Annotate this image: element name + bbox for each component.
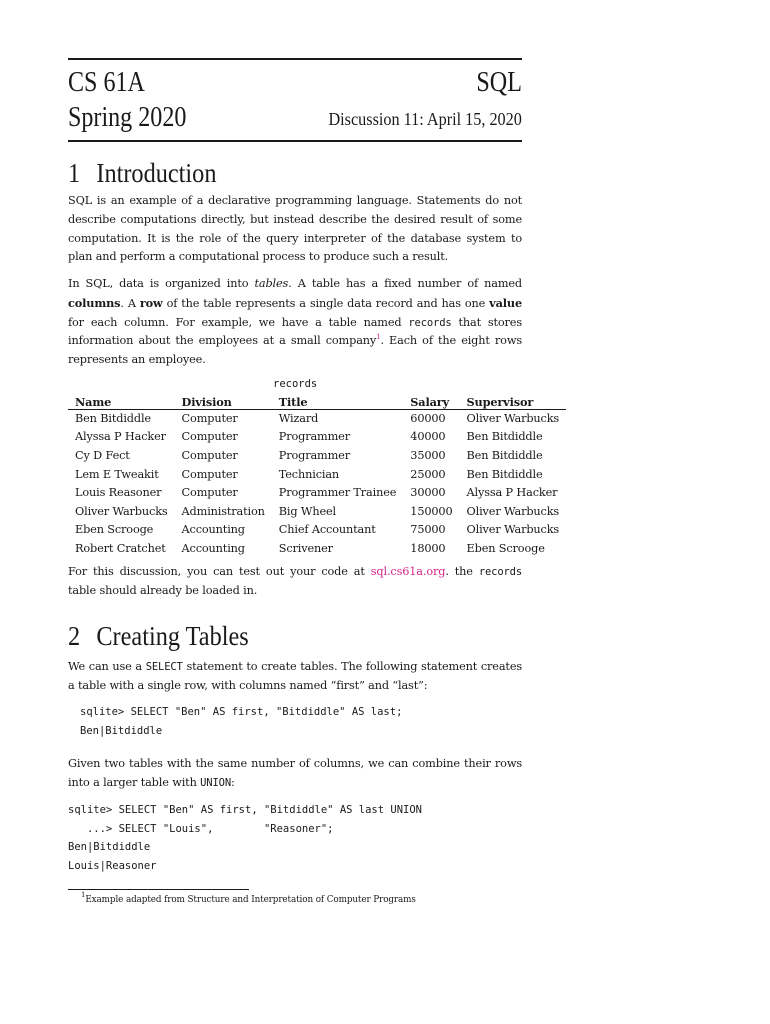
table-caption: records — [273, 378, 318, 390]
select-paragraph — [68, 658, 522, 696]
table-cell: Computer — [181, 467, 238, 481]
column-header: Salary — [403, 391, 459, 409]
code-records: records — [408, 316, 452, 329]
table-cell: 150000 — [410, 504, 453, 518]
table-cell: Computer — [181, 448, 238, 462]
section-number: 2 — [68, 621, 81, 651]
text-run: We can use a — [68, 660, 146, 673]
text-run: . the — [445, 565, 479, 578]
table-cell: Ben Bitdiddle — [466, 448, 543, 462]
table-cell: Programmer — [278, 448, 350, 462]
table-row — [68, 446, 566, 465]
text-run: that stores information about the employees at a small company — [68, 315, 522, 348]
table-cell: 25000 — [410, 467, 446, 481]
section-number: 1 — [68, 158, 81, 188]
footnote-rule — [68, 889, 249, 890]
table-cell: 30000 — [410, 486, 446, 500]
code-block-select — [80, 703, 402, 740]
text-run: . Each of the eight rows represents an employee. — [68, 334, 522, 367]
column-header: Name — [68, 391, 175, 409]
table-cell: Technician — [278, 467, 340, 481]
table-cell: 60000 — [410, 412, 446, 426]
table-cell: Big Wheel — [278, 504, 337, 518]
bold-row: row — [139, 295, 163, 310]
discussion-link-paragraph — [68, 563, 522, 601]
text-run: For this discussion, you can test out your code at — [68, 565, 371, 578]
table-cell: Programmer — [278, 430, 350, 444]
section-2-heading — [68, 620, 249, 652]
footnote-marker-link[interactable]: 1 — [376, 333, 381, 342]
table-cell: Cy D Fect — [75, 448, 130, 462]
table-cell: Robert Cratchet — [75, 541, 166, 555]
code-line: sqlite> SELECT "Ben" AS first, "Bitdiddle" AS last; — [80, 706, 403, 718]
footnote-mark: 1 — [81, 891, 86, 899]
text-run: In SQL, data is organized into — [68, 277, 255, 290]
table-cell: Computer — [181, 486, 238, 500]
table-cell: Computer — [181, 430, 238, 444]
table-cell: Lem E Tweakit — [75, 467, 159, 481]
tables-paragraph — [68, 275, 522, 370]
discussion-label: Discussion 11: April 15, 2020 — [328, 109, 522, 129]
column-header: Supervisor — [460, 391, 567, 409]
document-header — [68, 58, 522, 142]
table-cell: Programmer Trainee — [278, 486, 397, 500]
code-line: Ben|Bitdiddle — [68, 841, 151, 853]
text-run: of the table represents a single data record and has one — [162, 296, 490, 310]
text-run: : — [231, 775, 235, 789]
table-row — [68, 502, 566, 521]
table-cell: Oliver Warbucks — [75, 504, 168, 518]
table-cell: Computer — [181, 412, 238, 426]
column-header: Title — [272, 391, 404, 409]
text-run: . A table has a fixed number of named — [288, 277, 522, 290]
table-cell: Chief Accountant — [278, 523, 376, 537]
table-row — [68, 465, 566, 484]
table-cell: Oliver Warbucks — [466, 523, 560, 537]
text-run: table should already be loaded in. — [68, 583, 258, 597]
header-top-rule — [68, 58, 522, 60]
table-cell: 40000 — [410, 430, 446, 444]
term-label: Spring 2020 — [68, 102, 187, 133]
text-run: statement to create tables. The following statement creates a table with a single row, with columns named “first” and “last”: — [68, 660, 523, 692]
table-cell: Oliver Warbucks — [466, 412, 560, 426]
table-cell: Wizard — [278, 412, 319, 426]
table-cell: Ben Bitdiddle — [466, 430, 543, 444]
table-cell: Alyssa P Hacker — [75, 430, 166, 444]
table-row — [68, 409, 566, 428]
table-cell: Administration — [181, 504, 265, 518]
code-records: records — [478, 566, 523, 578]
table-row — [68, 483, 566, 502]
code-block-union — [68, 801, 422, 875]
table-row — [68, 428, 566, 447]
records-table — [68, 391, 566, 558]
table-cell: Accounting — [181, 541, 245, 555]
table-cell: 18000 — [410, 541, 446, 555]
table-cell: Ben Bitdiddle — [75, 412, 151, 426]
emph-tables: tables — [254, 277, 289, 290]
code-line: Louis|Reasoner — [68, 859, 157, 872]
table-cell: Alyssa P Hacker — [466, 486, 558, 500]
footnote-text: Example adapted from Structure and Interpretation of Computer Programs — [85, 895, 416, 905]
code-union: UNION — [200, 776, 231, 789]
course-title: CS 61A — [68, 67, 145, 98]
table-cell: Scrivener — [278, 541, 333, 555]
table-row — [68, 539, 566, 558]
text-run: for each column. For example, we have a table named — [68, 315, 409, 329]
table-row — [68, 521, 566, 540]
code-line: Ben|Bitdiddle — [80, 724, 163, 737]
table-cell: Eben Scrooge — [75, 523, 154, 537]
text-run: Given two tables with the same number of columns, we can combine their rows into a larger table with — [68, 757, 522, 789]
intro-paragraph: SQL is an example of a declarative programming language. Statements do not describe computations directly, but instead describe the desired result of some computation. It is the role of the query interpreter of the database system to plan and perform a computational process to produce such a result. — [68, 194, 522, 264]
table-cell: Louis Reasoner — [75, 486, 162, 500]
table-cell: 35000 — [410, 448, 446, 462]
section-title: Creating Tables — [96, 621, 249, 651]
table-cell: Ben Bitdiddle — [466, 467, 543, 481]
header-bottom-rule — [68, 140, 522, 142]
table-cell: Accounting — [181, 523, 245, 537]
table-cell: Oliver Warbucks — [466, 504, 560, 518]
table-cell: 75000 — [410, 523, 446, 537]
code-select: SELECT — [145, 661, 183, 673]
footnote — [81, 893, 416, 907]
section-1-heading — [68, 157, 216, 189]
bold-columns: columns — [68, 295, 121, 310]
sql-site-link[interactable]: sql.cs61a.org — [370, 565, 446, 578]
text-run: . A — [120, 296, 140, 310]
table-header-row — [68, 391, 566, 409]
section-title: Introduction — [96, 158, 217, 188]
topic-title: SQL — [476, 67, 522, 98]
code-line: ...> SELECT "Louis", "Reasoner"; — [68, 822, 334, 835]
bold-value: value — [489, 295, 522, 310]
union-paragraph — [68, 755, 522, 793]
code-line: sqlite> SELECT "Ben" AS first, "Bitdiddle" AS last UNION — [68, 804, 423, 816]
table-cell: Eben Scrooge — [466, 541, 545, 555]
column-header: Division — [175, 391, 272, 409]
